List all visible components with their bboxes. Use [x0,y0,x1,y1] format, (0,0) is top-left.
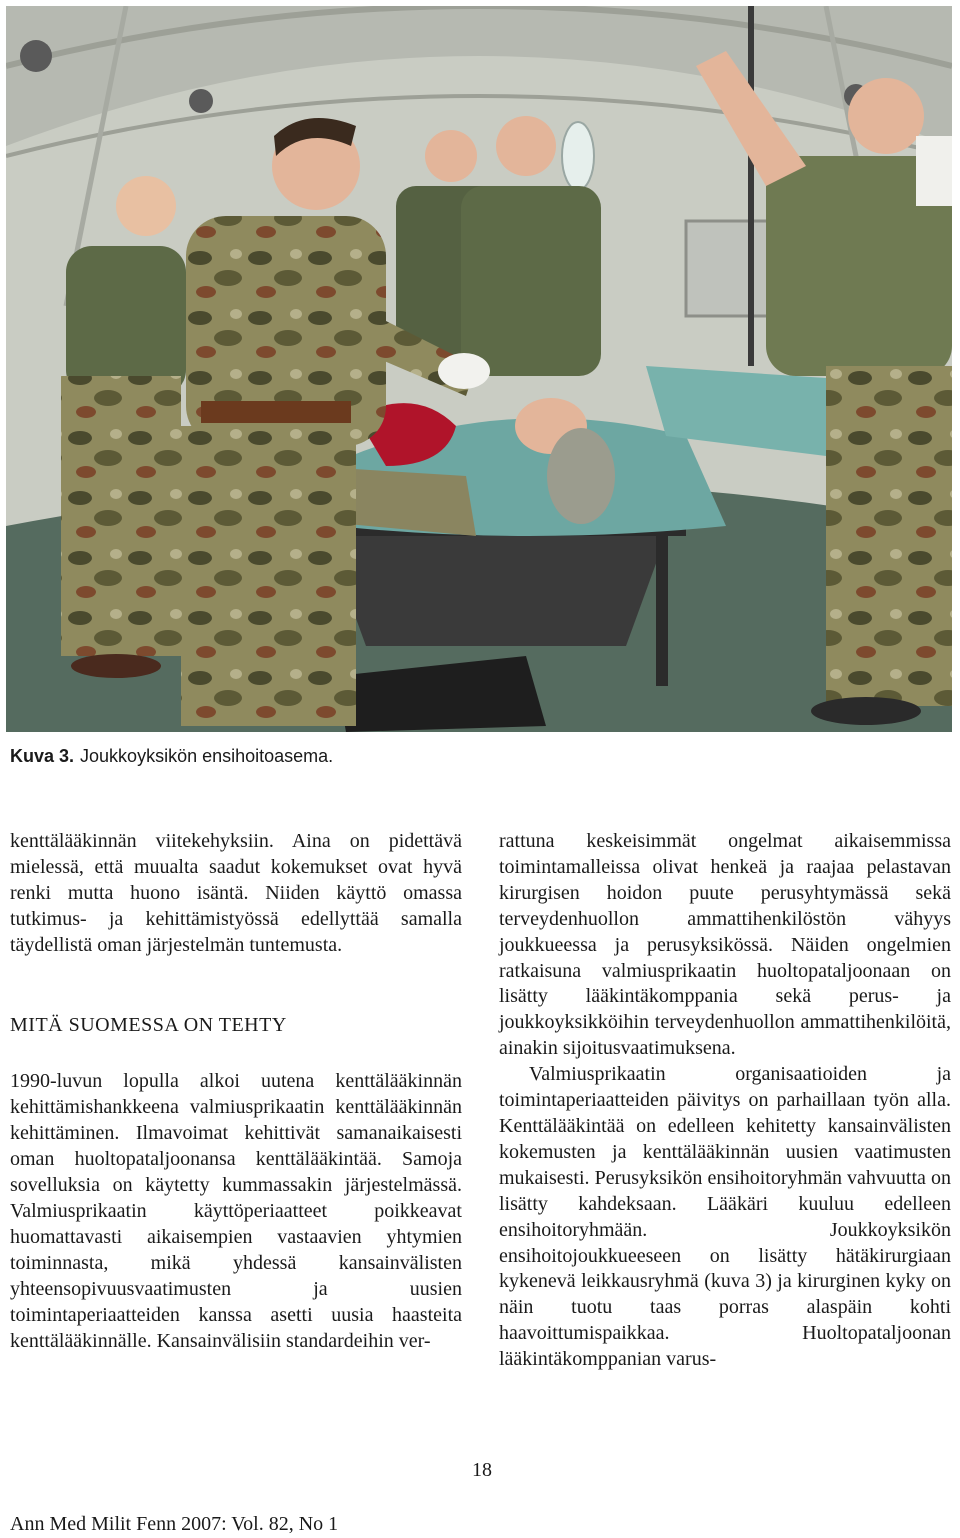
right-paragraph-2: Valmiusprikaatin organisaatioiden ja toimintaperiaatteiden päivitys on parhaillaan työn alla. Kenttälääkintää on edelleen kehitetty kansainvälisten kokemusten ja kenttälääkinnän uusien vaatimusten mukaisesti. Perusyksikön ensihoitoryhmän vahvuutta on lisätty kahdeksaan. Lääkäri kuuluu edelleen ensihoitoryhmään. Joukkoyksikön ensihoitojoukkueeseen on lisätty hätäkirurgiaan kykenevä leikkausryhmä (kuva 3) ja kirurginen kyky on näin tuotu taas porras alaspäin kohti haavoittumispaikkaa. Huoltopataljoonan lääkintäkomppanian varus- [499,1063,951,1371]
left-paragraph-2: 1990-luvun lopulla alkoi uutena kenttälääkinnän kehittämishankkeena valmiusprikaatin kenttälääkinnän kehittäminen. Ilmavoimat kehittivät samanaikaisesti oman huoltopataljoonansa kenttälääkintää. Samoja sovelluksia on käytetty kummassakin järjestelmässä. Valmiusprikaatin käyttöperiaatteet poikkeavat huomattavasti aikaisempien vastaavien yhtymien toiminnasta, mikä yhdessä kansainvälisten yhteensopivuusvaatimusten ja uusien toimintaperiaatteiden kanssa asetti uusia haasteita kenttälääkinnälle. Kansainvälisiin standardeihin ver- [10,1070,462,1352]
left-column [10,829,462,1354]
right-column [499,829,951,1373]
photo-illustration [6,6,952,732]
figure-label: Kuva 3. [10,746,75,766]
figure-caption-text: Joukkoyksikön ensihoitoasema. [80,746,334,766]
left-paragraph-1: kenttälääkinnän viitekehyksiin. Aina on pidettävä mielessä, että muualta saadut kokemukset ovat hyvä renki mutta huono isäntä. Niiden käyttö omassa tutkimus- ja kehittämistyössä edellyttää samalla täydellistä oman järjestelmän tuntemusta. [10,830,462,956]
field-medical-station-photo [6,6,952,732]
journal-citation: Ann Med Milit Fenn 2007: Vol. 82, No 1 [10,1513,339,1535]
right-paragraph-1: rattuna keskeisimmät ongelmat aikaisemmissa toimintamalleissa olivat henkeä ja raajaa pelastavan kirurgisen hoidon puute perusyhtymässä sekä terveydenhuollon ammattihenkilöstön vähyys joukkueessa ja perusyksikössä. Näiden ongelmien ratkaisuna valmiusprikaatin huoltopataljoonaan on lisätty lääkintäkomppania sekä perus- ja joukkoyksikköihin terveydenhuollon ammattihenkilöitä, ainakin sijoitusvaatimuksena. [499,830,951,1060]
section-heading: MITÄ SUOMESSA ON TEHTY [10,1013,287,1036]
page-number: 18 [472,1459,492,1481]
figure-caption [10,745,710,767]
